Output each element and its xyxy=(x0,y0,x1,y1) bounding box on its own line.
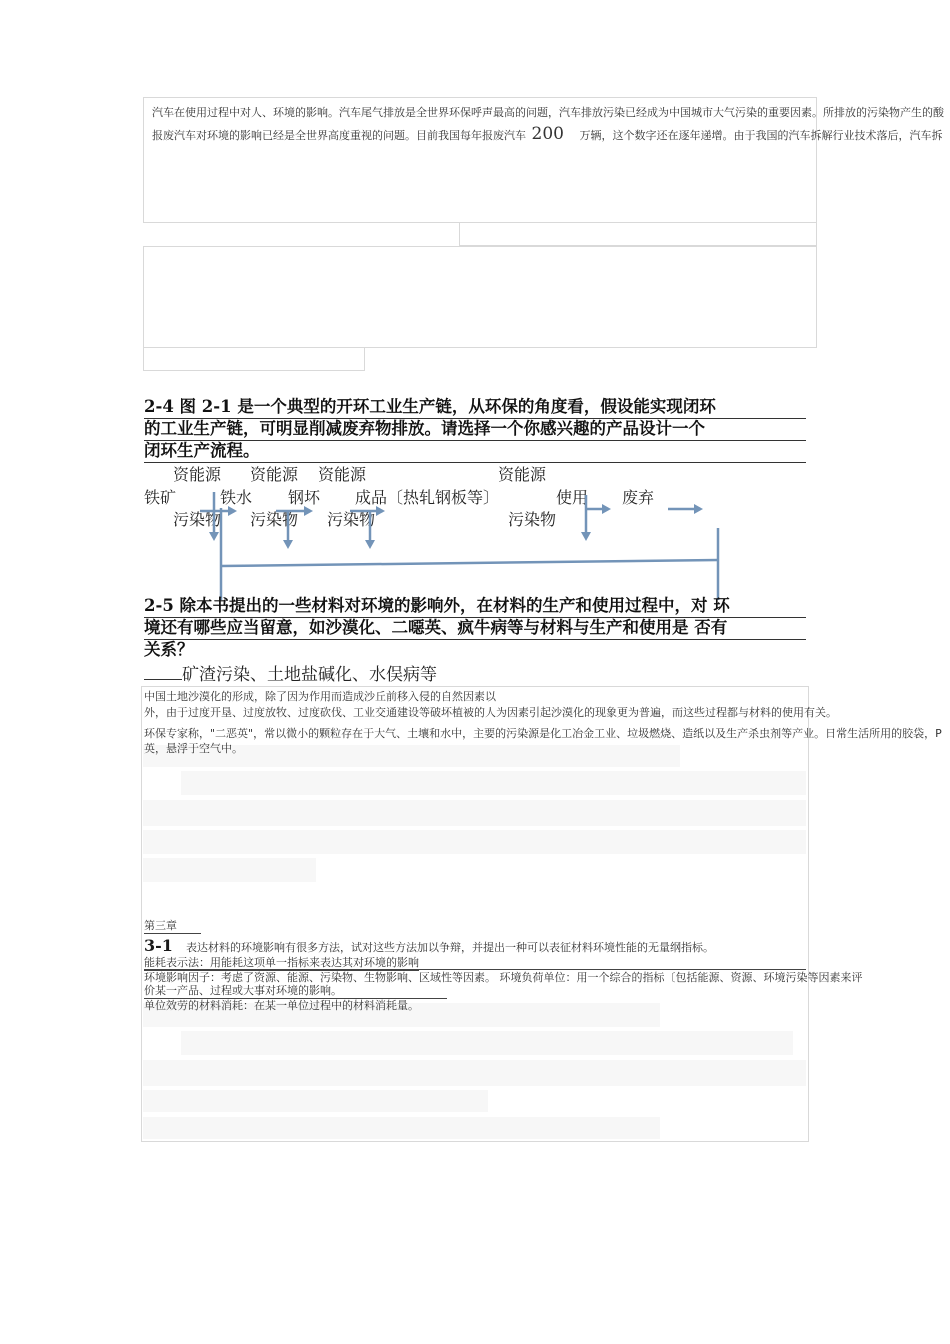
notes-band-7 xyxy=(181,1031,793,1055)
q25-answer xyxy=(144,660,437,685)
intro-line-2-after: 万辆，这个数字还在逐年递增。由于我国的汽车拆解行业技术落后，汽车拆 xyxy=(579,129,943,142)
intro-line-2-before: 报废汽车对环境的影响已经是全世界高度重视的问题。目前我国每年报废汽车 xyxy=(152,129,526,142)
q24-line-2: 的工业生产链，可明显削减废弃物排放。请选择一个你感兴趣的产品设计一个 xyxy=(144,418,806,441)
dioxin-line-2: 英，悬浮于空气中。 xyxy=(144,742,243,755)
q25-line-3: 关系？ xyxy=(144,640,194,659)
stage-product: 成品〔热轧钢板等〕 xyxy=(355,488,500,507)
notes-band-3 xyxy=(143,800,806,826)
notes-band-4 xyxy=(143,830,806,854)
chapter-title: 第三章 xyxy=(144,919,201,934)
stage-iron-ore: 铁矿 xyxy=(144,488,177,507)
notes-band-10 xyxy=(143,1117,660,1139)
q25-line-2: 境还有哪些应当留意，如沙漠化、二噁英、疯牛病等与材料与生产和使用是 否有 xyxy=(144,617,806,640)
q25-line-1: 2-5 除本书提出的一些材料对环境的影响外，在材料的生产和使用过程中，对 环 xyxy=(144,595,806,618)
factor-line-2: 价某一产品、过程或大事对环境的影响。 xyxy=(144,984,447,999)
notes-band-5 xyxy=(143,858,316,882)
dioxin-line-1: 环保专家称，"二恶英"，常以微小的颗粒存在于大气、土壤和水中，主要的污染源是化工冶金工业、垃圾燃烧、造纸以及生产杀虫剂等产业。日常生活所用的胶袋，P xyxy=(144,727,942,740)
notes-band-8 xyxy=(143,1060,806,1086)
stage-discard: 废弃 xyxy=(622,488,655,507)
pollutant-label-4: 污染物 xyxy=(508,510,557,529)
stage-use: 使用 xyxy=(556,488,589,507)
pollutant-label-2: 污染物 xyxy=(250,510,299,529)
diagram-arrows xyxy=(0,0,950,620)
intro-number: 200 xyxy=(531,124,564,144)
notes-band-9 xyxy=(143,1090,488,1112)
factor-line-1: 环境影响因子：考虑了资源、能源、污染物、生物影响、区域性等因素。 环境负荷单位：用一个综合的指标〔包括能源、资源、环境污染等因素来评 xyxy=(144,971,863,984)
q24-line-1: 2-4 图 2-1 是一个典型的开环工业生产链，从环保的角度看，假设能实现闭环 xyxy=(144,396,806,419)
stage-steel-billet: 钢坏 xyxy=(288,488,321,507)
q24-line-3: 闭环生产流程。 xyxy=(144,440,806,463)
unit-service: 单位效劳的材料消耗：在某一单位过程中的材料消耗量。 xyxy=(144,999,419,1012)
desert-line-1: 中国土地沙漠化的形成，除了因为作用而造成沙丘前移入侵的自然因素以 xyxy=(144,690,496,703)
energy-method: 能耗表示法：用能耗这项单一指标来表达其对环境的影响 xyxy=(144,956,419,969)
pollutant-label-1: 污染物 xyxy=(173,510,222,529)
resource-label-3: 资能源 xyxy=(318,465,367,484)
stage-molten-iron: 铁水 xyxy=(220,488,253,507)
q31-line xyxy=(144,936,714,955)
resource-label-2: 资能源 xyxy=(250,465,299,484)
energy-rule xyxy=(144,969,806,970)
intro-line-1: 汽车在使用过程中对人、环境的影响。汽车尾气排放是全世界环保呼声最高的问题，汽车排放污染已经成为中国城市大气污染的重要因素。所排放的污染物产生的酸 xyxy=(152,106,944,119)
notes-band-2 xyxy=(181,771,806,795)
resource-label-4: 资能源 xyxy=(498,465,547,484)
pollutant-label-3: 污染物 xyxy=(327,510,376,529)
resource-label-1: 资能源 xyxy=(173,465,222,484)
q31-number: 3-1 xyxy=(144,936,173,955)
q25-answer-text: 矿渣污染、土地盐碱化、水俣病等 xyxy=(182,665,437,685)
desert-line-2: 外，由于过度开垦、过度放牧、过度砍伐、工业交通建设等破坏植被的人为因素引起沙漠化的现象更为普遍，而这些过程都与材料的使用有关。 xyxy=(144,706,837,719)
q31-text: 表达材料的环境影响有很多方法，试对这些方法加以争辩，并提出一种可以表征材料环境性能的无量纲指标。 xyxy=(186,941,714,954)
